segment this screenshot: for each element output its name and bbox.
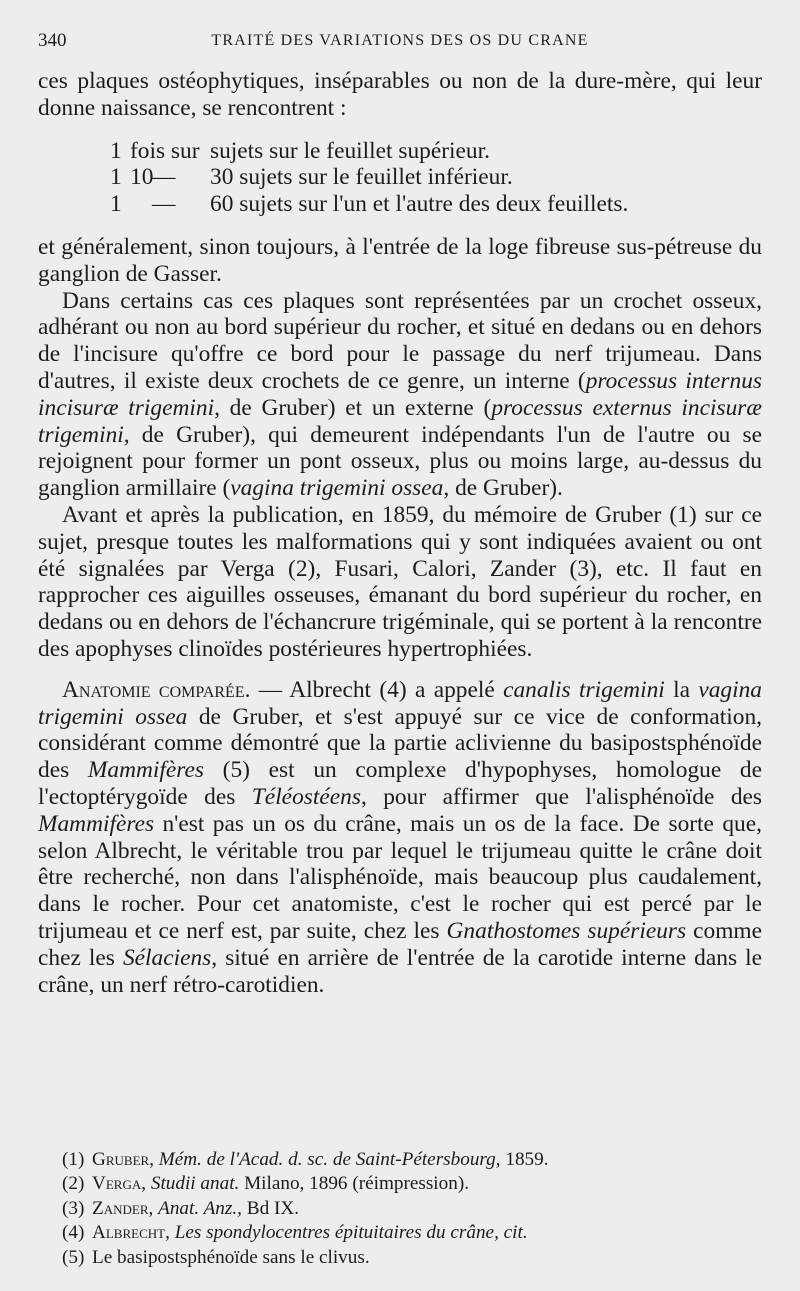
footnote-rest: Le basipostsphénoïde sans le clivus. <box>92 1246 370 1268</box>
section-spacer <box>38 663 762 677</box>
text-run: , situé en arrière de l'entrée de la carotide interne dans le crâne, un nerf rétro-carotidien. <box>38 944 762 998</box>
footnote <box>62 1172 762 1196</box>
footnote-rest: Milano, 1896 (réimpression). <box>239 1173 470 1195</box>
stat-count: 1 <box>110 191 122 218</box>
text-run: , de Gruber) et un externe ( <box>214 394 492 421</box>
latin-term: processus internus incisuræ trigemini <box>38 367 762 421</box>
stat-row <box>110 191 762 218</box>
footnote-number: (1) <box>62 1149 85 1170</box>
footnote <box>62 1246 762 1270</box>
taxon-term: Gnathostomes supérieurs <box>446 917 687 944</box>
taxon-term: Mammifères <box>87 757 204 784</box>
footnote-author: Albrecht, <box>92 1222 170 1244</box>
taxon-term: Téléostéens <box>251 783 361 810</box>
footnote-number: (3) <box>62 1197 85 1219</box>
intro-paragraph: ces plaques ostéophytiques, inséparables ou non de la dure-mère, qui leur donne naissance, se rencontrent : <box>38 68 762 121</box>
latin-term: vagina trigemini ossea <box>38 676 762 730</box>
text-run: la <box>664 676 699 703</box>
text-run: (5) est un complexe d'hypophyses, homologue de l'ectoptérygoïde des <box>38 757 762 810</box>
text-run: comme chez les <box>38 917 763 971</box>
paragraph-gruber: Avant et après la publication, en 1859, du mémoire de Gruber (1) sur ce sujet, presque toutes les malformations qui y sont indiquées avaient ou ont été signalées par Verga (2), Fusari, Calori, Zander (3), etc. Il faut en rapprocher ces aiguilles osseuses, émanant du bord supérieur du rocher, en dedans ou en dehors de l'échancrure trigéminale, qui se portent à la rencontre des apophyses clinoïdes postérieures hypertrophiées. <box>38 501 762 662</box>
page-header <box>38 30 762 56</box>
page-number: 340 <box>38 30 67 51</box>
latin-term: canalis trigemini <box>503 676 665 703</box>
body-text <box>38 68 762 998</box>
taxon-term: Mammifères <box>38 810 155 837</box>
statistics-list <box>110 138 762 218</box>
stat-ratio: — <box>152 164 176 191</box>
stat-row <box>110 164 762 191</box>
footnote-number: (2) <box>62 1173 85 1195</box>
footnote-author: Zander, <box>92 1197 154 1219</box>
text-run: de Gruber, et s'est appuyé sur ce vice de conformation, considérant comme démontré que la partie aclivienne du basipostsphénoïde des <box>38 703 762 784</box>
footnote-number: (4) <box>62 1222 85 1244</box>
latin-term: vagina trigemini ossea <box>230 475 444 502</box>
latin-term: processus externus incisuræ trigemini <box>38 394 763 448</box>
stat-description: 60 sujets sur l'un et l'autre des deux feuillets. <box>210 191 629 218</box>
text-run: , de Gruber). <box>443 475 563 502</box>
text-run: , de Gruber), qui demeurent indépendants l'un de l'autre ou se rejoignent pour former un pont osseux, plus ou moins large, au-dessus du ganglion armillaire ( <box>38 421 762 502</box>
text-run: , pour affirmer que l'alisphénoïde des <box>360 783 763 810</box>
footnote-title: Mém. de l'Acad. d. sc. de Saint-Pétersbourg, <box>158 1149 501 1170</box>
stat-ratio: — <box>152 191 176 218</box>
paragraph-ganglion: et généralement, sinon toujours, à l'entrée de la loge fibreuse sus-pétreuse du ganglion de Gasser. <box>38 233 762 287</box>
text-run: Dans certains cas ces plaques sont représentées par un crochet osseux, adhérant ou non au bord supérieur du rocher, et situé en dedans ou en dehors de l'incisure qu'offre ce bord pour le passage du nerf trijumeau. Dans d'autres, il existe deux crochets de ce genre, un interne ( <box>38 287 762 394</box>
footnote <box>62 1197 762 1221</box>
paragraph-anatomie-comparee <box>38 677 762 999</box>
footnote-rest: Bd IX. <box>241 1197 299 1219</box>
text-run: — Albrecht (4) a appelé <box>250 676 504 703</box>
paragraph-crochets <box>38 288 762 502</box>
stat-count: 1 <box>110 164 122 191</box>
text-run: n'est pas un os du crâne, mais un os de la face. De sorte que, selon Albrecht, le véritable trou par lequel le trijumeau quitte le crâne doit être recherché, non dans l'alisphénoïde, mais beaucoup plus caudalement, dans le rocher. Pour cet anatomiste, c'est le rocher qui est percé par le trijumeau et ce nerf est, par suite, chez les <box>38 810 762 944</box>
stat-ratio: fois sur 10 <box>130 137 200 191</box>
footnote-title: Anat. Anz., <box>158 1197 242 1219</box>
section-heading: Anatomie comparée. <box>62 676 251 703</box>
footnote <box>62 1221 762 1245</box>
stat-description: sujets sur le feuillet supérieur. <box>210 137 490 164</box>
footnote-title: Studii anat. <box>150 1173 240 1195</box>
footnote-author: Gruber, <box>92 1149 154 1170</box>
footnote <box>62 1148 762 1172</box>
footnote-author: Verga, <box>92 1173 147 1195</box>
footnote-title: Les spondylocentres épituitaires du crâne, cit. <box>174 1222 528 1244</box>
taxon-term: Sélaciens <box>122 944 212 971</box>
stat-description: 30 sujets sur le feuillet inférieur. <box>210 164 513 191</box>
running-head: TRAITÉ DES VARIATIONS DES OS DU CRANE <box>211 32 589 49</box>
footnotes <box>62 1148 762 1270</box>
stat-count: 1 <box>110 137 122 164</box>
footnote-number: (5) <box>62 1246 85 1268</box>
footnote-rest: 1859. <box>500 1149 549 1170</box>
